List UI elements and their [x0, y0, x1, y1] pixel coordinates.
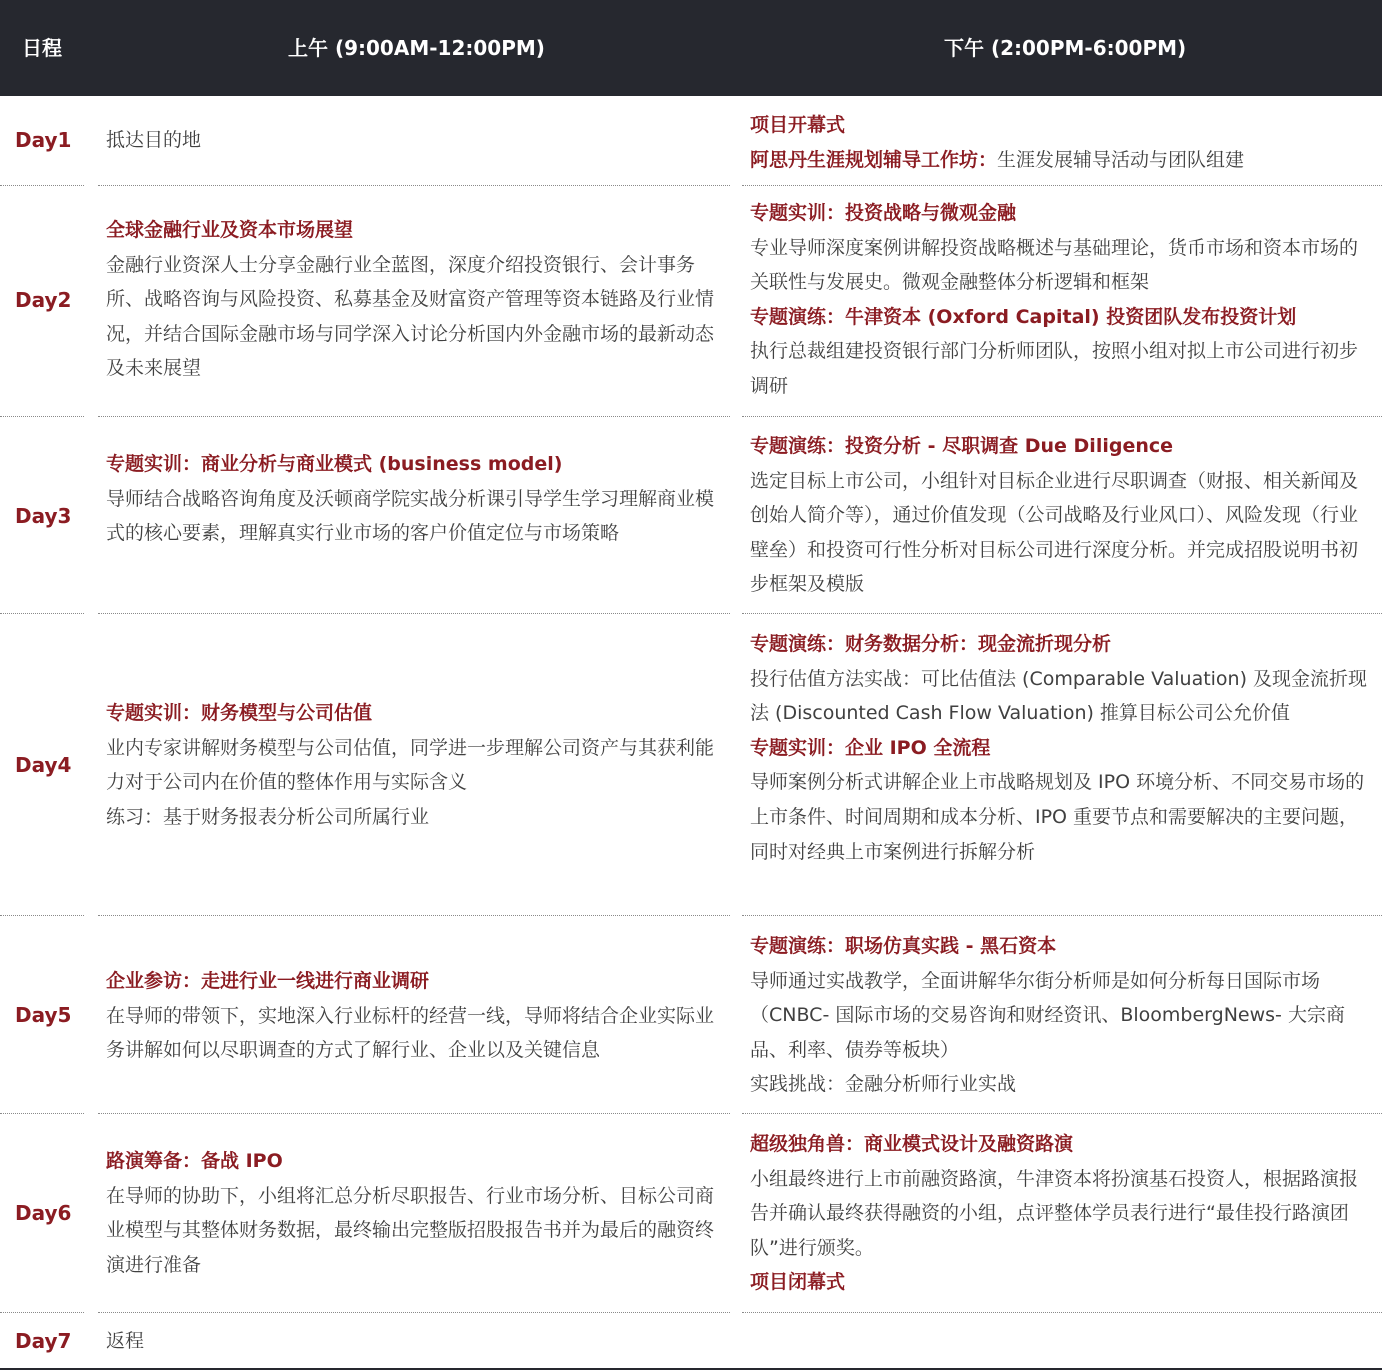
row-divider — [98, 1312, 730, 1313]
row-divider — [0, 416, 84, 417]
session-title: 路演筹备：备战 IPO — [106, 1150, 283, 1172]
session-description: 生涯发展辅导活动与团队组建 — [997, 148, 1245, 171]
morning-cell — [106, 964, 718, 1068]
row-divider — [742, 1113, 1382, 1114]
day-label: Day7 — [15, 1329, 72, 1353]
session-title: 专题实训：商业分析与商业模式 (business model) — [106, 453, 563, 475]
morning-cell — [106, 696, 718, 834]
morning-cell — [106, 123, 718, 158]
row-divider — [0, 185, 84, 186]
afternoon-cell — [750, 429, 1375, 602]
morning-cell — [106, 213, 718, 386]
session-description: 执行总裁组建投资银行部门分析师团队，按照小组对拟上市公司进行初步调研 — [750, 340, 1359, 397]
session-title: 专题实训：投资战略与微观金融 — [750, 202, 1017, 224]
schedule-header — [0, 0, 1382, 96]
session-description: 在导师的带领下，实地深入行业标杆的经营一线，导师将结合企业实际业务讲解如何以尽职调查的方式了解行业、企业以及关键信息 — [106, 1004, 715, 1062]
afternoon-cell — [750, 108, 1375, 177]
session-title: 专题演练：职场仿真实践 - 黑石资本 — [750, 935, 1057, 957]
session-title: 阿思丹生涯规划辅导工作坊： — [750, 148, 998, 171]
morning-cell — [106, 1324, 718, 1359]
session-description: 业内专家讲解财务模型与公司估值，同学进一步理解公司资产与其获利能力对于公司内在价值的整体作用与实际含义 — [106, 736, 715, 794]
session-description: 小组最终进行上市前融资路演，牛津资本将扮演基石投资人，根据路演报告并确认最终获得融资的小组，点评整体学员表行进行“最佳投行路演团队”进行颁奖。 — [750, 1167, 1359, 1259]
day-label: Day4 — [15, 753, 72, 777]
session-description: 投行估值方法实战：可比估值法 (Comparable Valuation) 及现金流折现法 (Discounted Cash Flow Valuation) 推算目标公司公允价值 — [750, 667, 1368, 725]
session-description: 金融行业资深人士分享金融行业全蓝图，深度介绍投资银行、会计事务所、战略咨询与风险投资、私募基金及财富资产管理等资本链路及行业情况，并结合国际金融市场与同学深入讨论分析国内外金融市场的最新动态及未来展望 — [106, 253, 715, 380]
session-description: 导师结合战略咨询角度及沃顿商学院实战分析课引导学生学习理解商业模式的核心要素，理解真实行业市场的客户价值定位与市场策略 — [106, 487, 715, 545]
session-title: 专题实训：财务模型与公司估值 — [106, 702, 373, 724]
session-description: 专业导师深度案例讲解投资战略概述与基础理论，货币市场和资本市场的关联性与发展史。微观金融整体分析逻辑和框架 — [750, 236, 1359, 294]
session-description: 返程 — [106, 1330, 145, 1352]
row-divider — [0, 613, 84, 614]
afternoon-cell — [750, 929, 1375, 1102]
session-description: 实践挑战：金融分析师行业实战 — [750, 1073, 1017, 1096]
afternoon-cell — [750, 627, 1375, 869]
session-description: 导师通过实战教学，全面讲解华尔街分析师是如何分析每日国际市场（CNBC- 国际市场的交易咨询和财经资讯、BloombergNews- 大宗商品、利率、债券等板块） — [750, 969, 1345, 1061]
row-divider — [0, 1312, 84, 1313]
morning-cell — [106, 447, 718, 551]
day-label: Day6 — [15, 1201, 72, 1225]
day-label: Day3 — [15, 504, 72, 528]
row-divider — [742, 416, 1382, 417]
row-divider — [742, 185, 1382, 186]
afternoon-cell — [750, 1127, 1375, 1300]
row-divider — [742, 1312, 1382, 1313]
header-morning-column: 上午 (9:00AM-12:00PM) — [288, 36, 545, 60]
day-label: Day2 — [15, 288, 72, 312]
session-description: 抵达目的地 — [106, 129, 202, 151]
row-divider — [98, 613, 730, 614]
row-divider — [98, 416, 730, 417]
session-title: 专题演练：牛津资本 (Oxford Capital) 投资团队发布投资计划 — [750, 305, 1297, 328]
session-title: 全球金融行业及资本市场展望 — [106, 219, 354, 241]
session-description: 在导师的协助下，小组将汇总分析尽职报告、行业市场分析、目标公司商业模型与其整体财务数据，最终输出完整版招股报告书并为最后的融资终演进行准备 — [106, 1184, 715, 1276]
header-afternoon-column: 下午 (2:00PM-6:00PM) — [944, 36, 1187, 60]
day-label: Day1 — [15, 128, 72, 152]
afternoon-cell — [750, 196, 1375, 404]
session-title: 项目开幕式 — [750, 114, 846, 136]
session-description: 练习：基于财务报表分析公司所属行业 — [106, 805, 430, 828]
row-divider — [98, 915, 730, 916]
session-title: 超级独角兽：商业模式设计及融资路演 — [750, 1133, 1074, 1155]
table-bottom-border — [0, 1368, 1382, 1370]
day-label: Day5 — [15, 1003, 72, 1027]
session-description: 导师案例分析式讲解企业上市战略规划及 IPO 环境分析、不同交易市场的上市条件、时间周期和成本分析、IPO 重要节点和需要解决的主要问题，同时对经典上市案例进行拆解分析 — [750, 771, 1365, 863]
row-divider — [0, 1113, 84, 1114]
session-description: 选定目标上市公司，小组针对目标企业进行尽职调查（财报、相关新闻及创始人简介等），通过价值发现（公司战略及行业风口）、风险发现（行业壁垒）和投资可行性分析对目标公司进行深度分析。并完成招股说明书初步框架及模版 — [750, 469, 1359, 596]
session-title: 专题实训：企业 IPO 全流程 — [750, 736, 991, 759]
session-title: 专题演练：投资分析 - 尽职调查 Due Diligence — [750, 435, 1174, 457]
morning-cell — [106, 1144, 718, 1282]
row-divider — [742, 613, 1382, 614]
session-title: 专题演练：财务数据分析：现金流折现分析 — [750, 633, 1112, 655]
session-line — [750, 143, 1375, 178]
row-divider — [98, 185, 730, 186]
session-title: 项目闭幕式 — [750, 1271, 846, 1294]
row-divider — [98, 1113, 730, 1114]
row-divider — [742, 915, 1382, 916]
header-day-column: 日程 — [22, 36, 62, 60]
session-title: 企业参访：走进行业一线进行商业调研 — [106, 970, 430, 992]
row-divider — [0, 915, 84, 916]
